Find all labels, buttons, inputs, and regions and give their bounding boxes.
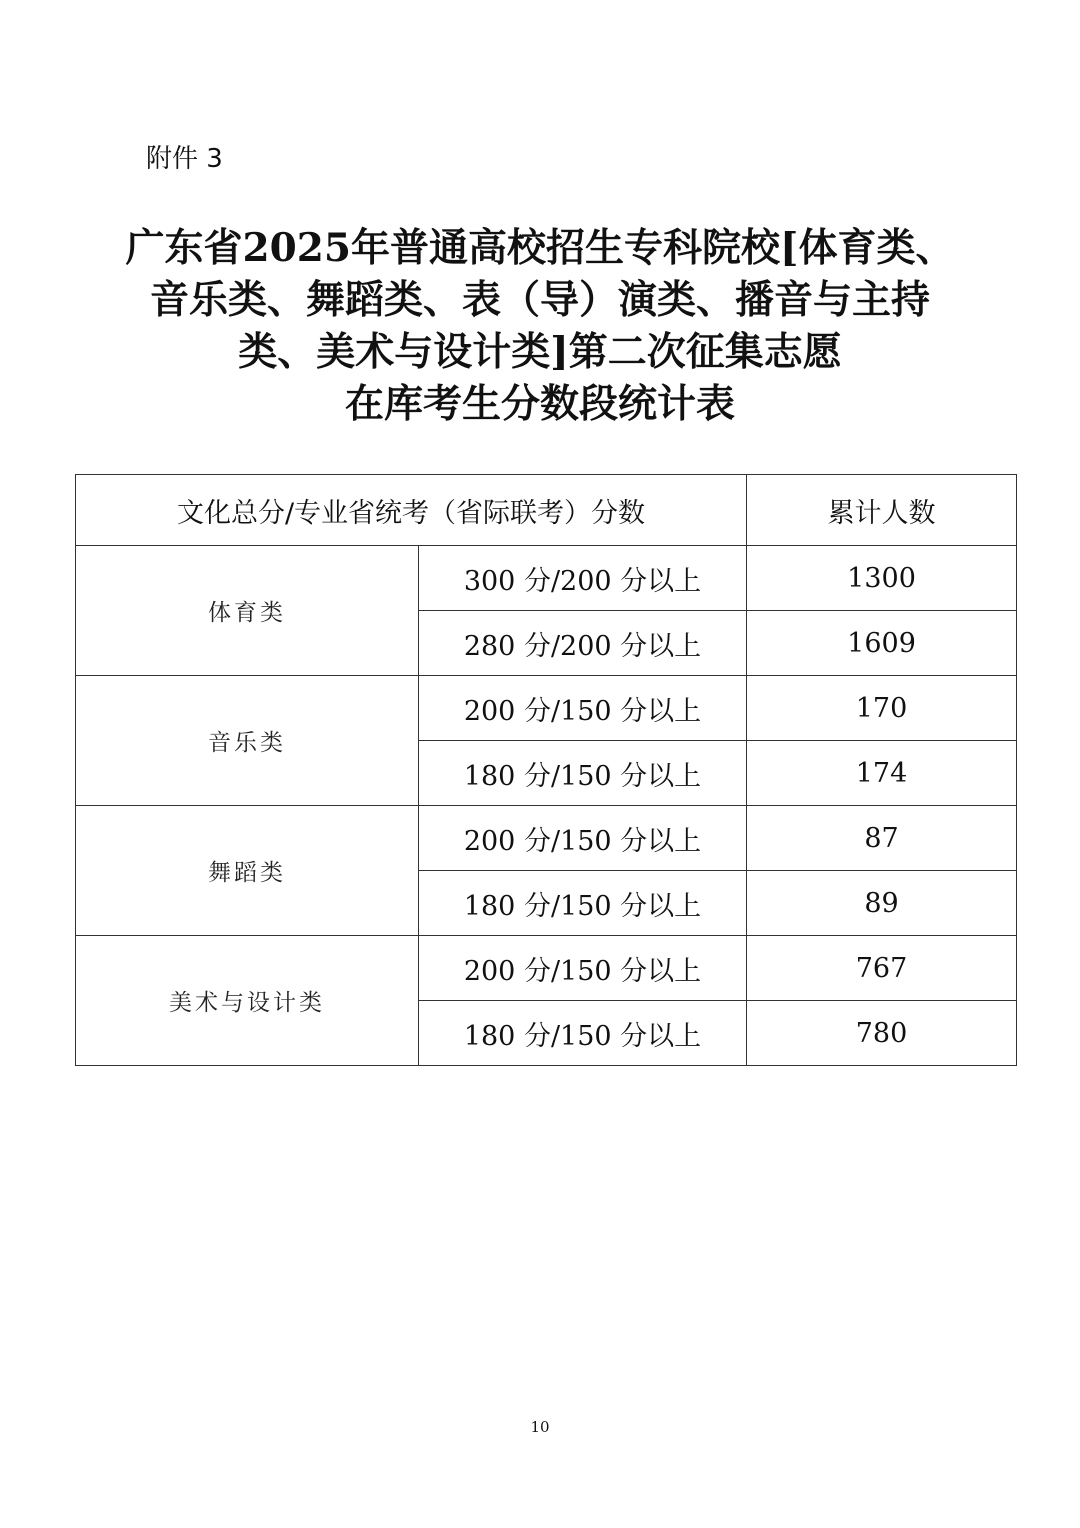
count-cell: 767	[747, 936, 1017, 1001]
count-cell: 89	[747, 871, 1017, 936]
score-range-cell: 280 分/200 分以上	[419, 611, 747, 676]
category-cell: 美术与设计类	[76, 936, 419, 1066]
table-header-row	[76, 475, 1017, 546]
table-row	[76, 936, 1017, 1001]
count-cell: 170	[747, 676, 1017, 741]
attachment-label: 附件 3	[146, 144, 223, 174]
score-range-cell: 180 分/150 分以上	[419, 871, 747, 936]
score-range-cell: 300 分/200 分以上	[419, 546, 747, 611]
score-range-cell: 200 分/150 分以上	[419, 806, 747, 871]
title-line-3: 类、美术与设计类]第二次征集志愿	[238, 329, 842, 375]
count-cell: 780	[747, 1001, 1017, 1066]
score-range-cell: 200 分/150 分以上	[419, 676, 747, 741]
table-row	[76, 676, 1017, 741]
score-range-cell: 180 分/150 分以上	[419, 1001, 747, 1066]
count-cell: 1300	[747, 546, 1017, 611]
category-cell: 音乐类	[76, 676, 419, 806]
document-title	[100, 222, 980, 430]
title-line-2: 音乐类、舞蹈类、表（导）演类、播音与主持	[149, 277, 930, 323]
table-row	[76, 546, 1017, 611]
page-number: 10	[530, 1418, 550, 1436]
count-cell: 174	[747, 741, 1017, 806]
count-cell: 87	[747, 806, 1017, 871]
count-cell: 1609	[747, 611, 1017, 676]
header-cumulative: 累计人数	[747, 475, 1017, 546]
category-cell: 体育类	[76, 546, 419, 676]
title-line-4: 在库考生分数段统计表	[344, 381, 735, 427]
score-range-cell: 200 分/150 分以上	[419, 936, 747, 1001]
table-row	[76, 806, 1017, 871]
header-score: 文化总分/专业省统考（省际联考）分数	[76, 475, 747, 546]
title-line-1: 广东省2025年普通高校招生专科院校[体育类、	[125, 225, 955, 271]
category-cell: 舞蹈类	[76, 806, 419, 936]
score-range-cell: 180 分/150 分以上	[419, 741, 747, 806]
score-distribution-table	[75, 474, 1017, 1066]
